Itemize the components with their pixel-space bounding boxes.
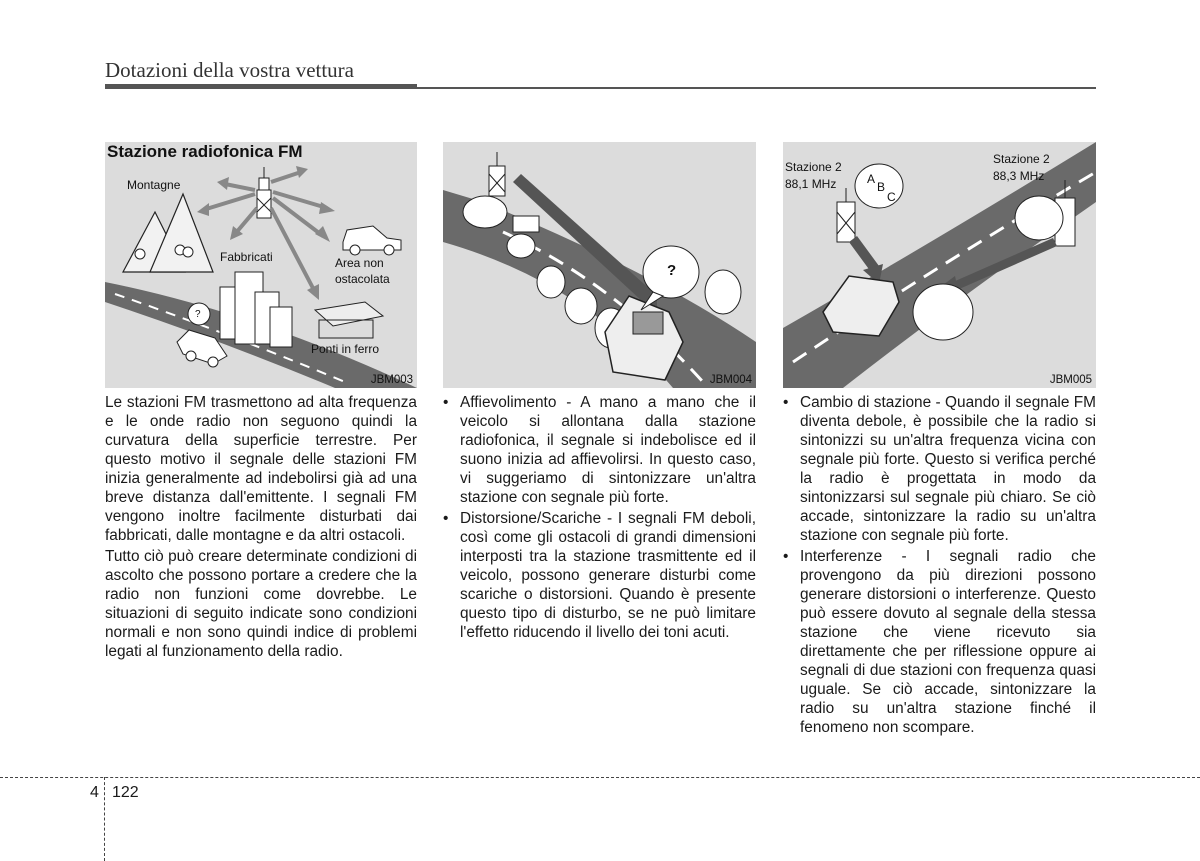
footer-divider bbox=[104, 777, 105, 861]
figure-station-change bbox=[783, 142, 1096, 388]
label-area-line2: ostacolata bbox=[335, 272, 390, 286]
figure-code: JBM003 bbox=[370, 374, 413, 386]
page-header-title: Dotazioni della vostra vettura bbox=[105, 58, 354, 82]
question-mark-bubble: ? bbox=[195, 309, 201, 320]
interference-text: Interferenze - I segnali radio che provengono da più direzioni possono generare distorsioni o interferenze. Questo può essere dovuto al segnale della stessa stazione che viene ricevuto sia direttamente che per riflessione oppure ai segnali di due stazioni con frequenza quasi uguale. Se ciò accade, sintonizzare la radio su un'altra stazione finché il fenomeno non scompare. bbox=[800, 548, 1096, 736]
figure-fm-station bbox=[105, 142, 417, 388]
left-station-line1: Stazione 2 bbox=[785, 160, 842, 174]
right-station-line1: Stazione 2 bbox=[993, 152, 1050, 166]
footer-rule bbox=[0, 777, 1200, 778]
question-mark-bubble: ? bbox=[667, 262, 677, 279]
fading-illustration bbox=[443, 142, 756, 388]
fading-text: Affievolimento - A mano a mano che il veicolo si allontana dalla stazione radiofonica, il segnale si indebolisce ed il suono inizia ad affievolirsi. In questo caso, vi suggeriamo di sintonizzare un'altra stazione con segnale più forte. bbox=[460, 394, 756, 506]
label-area-line1: Area non bbox=[335, 256, 384, 270]
header-rule bbox=[417, 87, 1096, 89]
label-bridge: Ponti in ferro bbox=[311, 342, 380, 356]
page-number: 122 bbox=[112, 784, 139, 801]
letter-b: B bbox=[877, 180, 886, 194]
list-item bbox=[783, 393, 1096, 545]
figure-code: JBM005 bbox=[1049, 374, 1092, 386]
distortion-text: Distorsione/Scariche - I segnali FM deboli, così come gli ostacoli di grandi dimensioni interposti tra la stazione trasmittente ed il veicolo, possono generare disturbi come scariche o distorsioni. Quando è presente questo tipo di disturbo, se ne può limitare l'effetto riducendo il livello dei toni acuti. bbox=[460, 510, 756, 641]
list-item bbox=[783, 547, 1096, 737]
bullet-marker: • bbox=[443, 394, 449, 411]
bullet-marker: • bbox=[443, 510, 449, 527]
letter-c: C bbox=[887, 190, 896, 204]
column-fading-distortion bbox=[443, 393, 756, 644]
intro-paragraph-1: Le stazioni FM trasmettono ad alta frequenza e le onde radio non seguono quindi la curvatura della superficie terrestre. Per questo motivo il segnale delle stazioni FM inizia generalmente ad indebolirsi già ad una breve distanza dall'emittente. I segnali FM vengono inoltre facilmente disturbati dai fabbricati, dalle montagne e da altri ostacoli. bbox=[105, 394, 417, 544]
figure-title: Stazione radiofonica FM bbox=[107, 142, 303, 161]
column-intro bbox=[105, 393, 417, 663]
bullet-marker: • bbox=[783, 394, 789, 411]
left-station-line2: 88,1 MHz bbox=[785, 177, 837, 191]
column-station-change-interference bbox=[783, 393, 1096, 739]
header-rule-dark bbox=[105, 84, 417, 89]
right-station-line2: 88,3 MHz bbox=[993, 169, 1045, 183]
list-item bbox=[443, 393, 756, 507]
figure-code: JBM004 bbox=[709, 374, 752, 386]
bullet-marker: • bbox=[783, 548, 789, 565]
list-item bbox=[443, 509, 756, 642]
label-buildings: Fabbricati bbox=[220, 250, 273, 264]
intro-paragraph-2: Tutto ciò può creare determinate condizioni di ascolto che possono portare a credere che la radio non funzioni come dovrebbe. Le situazioni di seguito indicate sono condizioni normali e non sono quindi indice di problemi legati al funzionamento della radio. bbox=[105, 548, 417, 660]
chapter-number: 4 bbox=[90, 784, 99, 801]
label-mountains: Montagne bbox=[127, 178, 181, 192]
figure-fading bbox=[443, 142, 756, 388]
station-change-text: Cambio di stazione - Quando il segnale FM diventa debole, è possibile che la radio si sintonizzi su un'altra frequenza vicina con segnale più forte. Questo si verifica perché la radio è progettata in modo da sintonizzarsi sul segnale più chiaro. Se ciò accade, sintonizzare la radio su un'altra stazione con segnale più forte. bbox=[800, 394, 1096, 544]
letter-a: A bbox=[867, 172, 876, 186]
